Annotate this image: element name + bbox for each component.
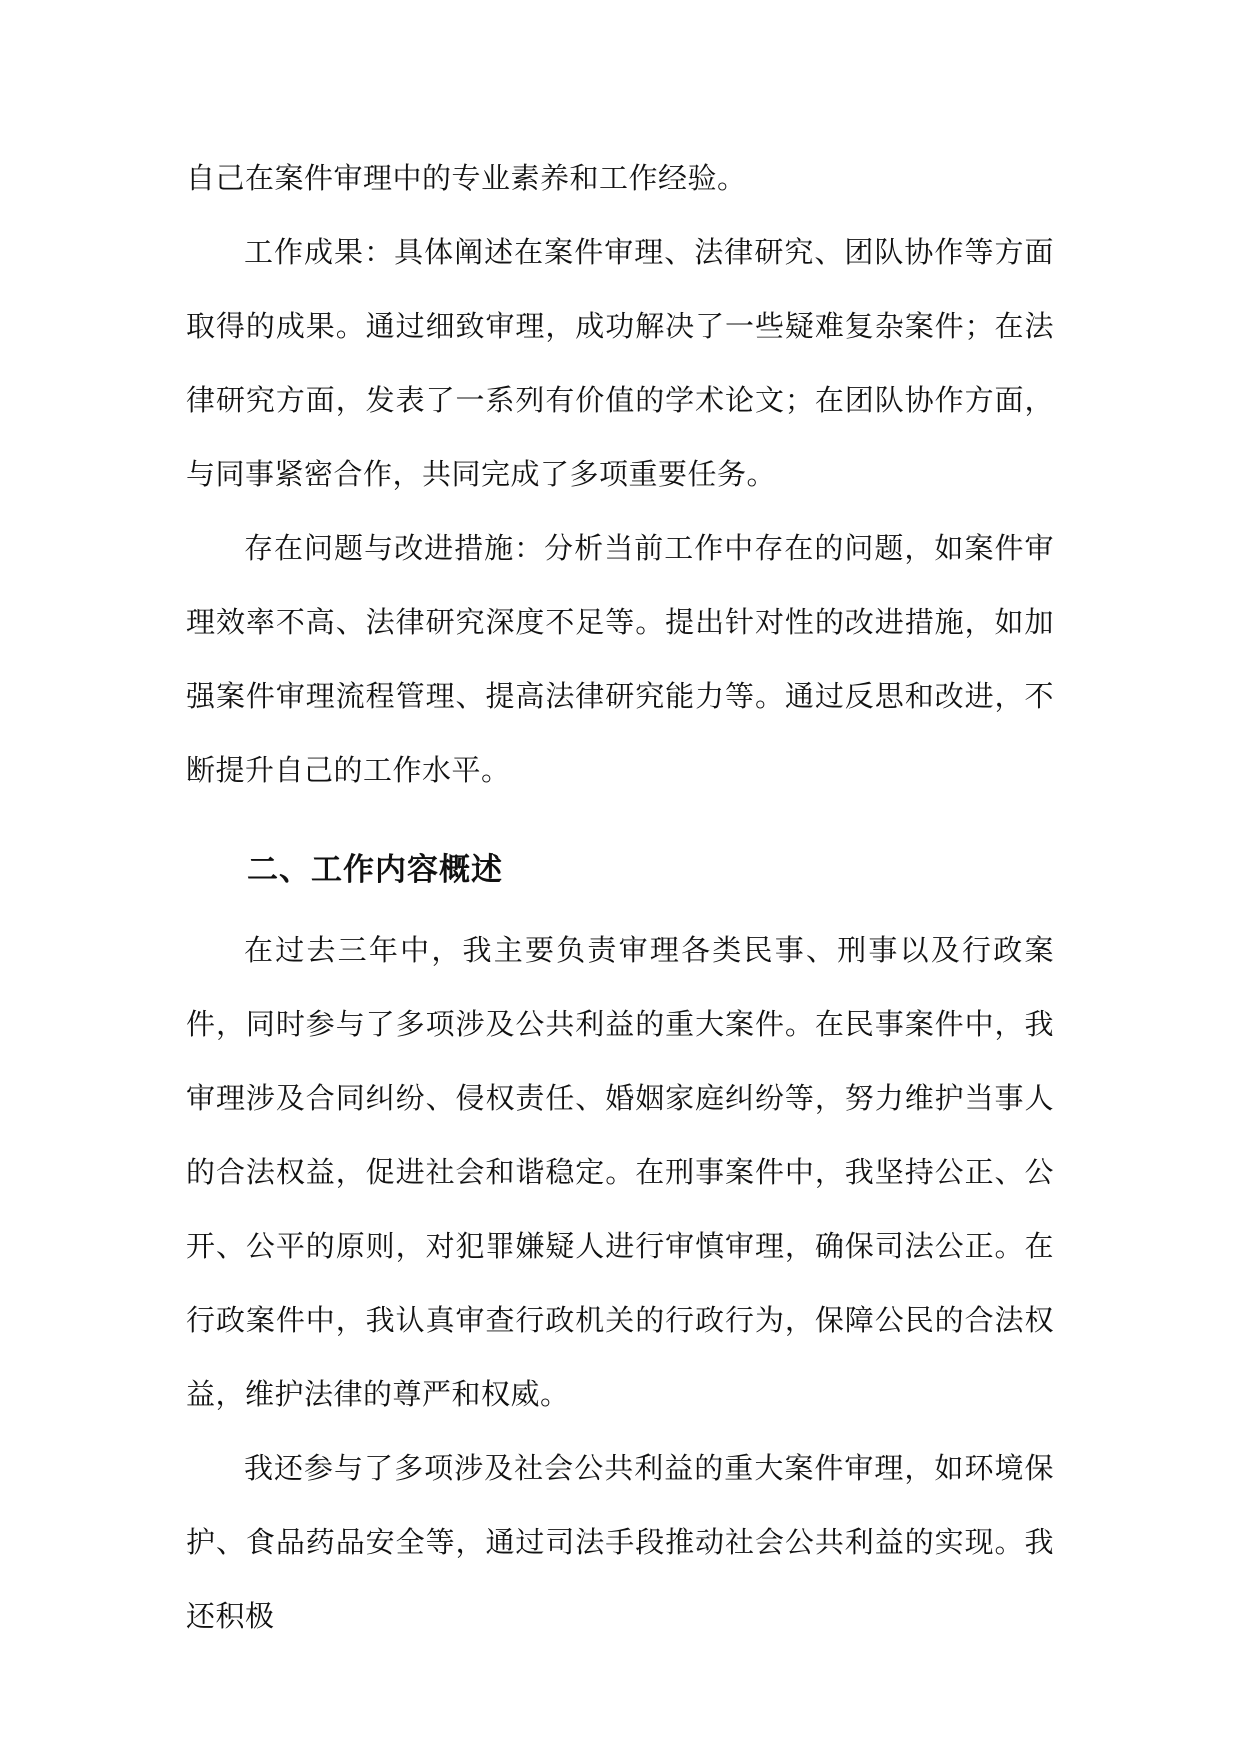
paragraph-problems-improvements: 存在问题与改进措施：分析当前工作中存在的问题，如案件审理效率不高、法律研究深度不足等。提出针对性的改进措施，如加强案件审理流程管理、提高法律研究能力等。通过反思和改进，不断提升自己的工作水平。 xyxy=(186,531,1054,787)
document-body xyxy=(186,141,1054,1653)
paragraph-work-results: 工作成果：具体阐述在案件审理、法律研究、团队协作等方面取得的成果。通过细致审理，成功解决了一些疑难复杂案件；在法律研究方面，发表了一系列有价值的学术论文；在团队协作方面，与同事紧密合作，共同完成了多项重要任务。 xyxy=(186,235,1054,491)
section-heading: 二、工作内容概述 xyxy=(247,852,503,888)
paragraph-public-interest-cases: 我还参与了多项涉及社会公共利益的重大案件审理，如环境保护、食品药品安全等，通过司法手段推动社会公共利益的实现。我还积极 xyxy=(186,1451,1054,1633)
paragraph-continuation: 自己在案件审理中的专业素养和工作经验。 xyxy=(186,161,747,195)
paragraph-work-overview: 在过去三年中，我主要负责审理各类民事、刑事以及行政案件，同时参与了多项涉及公共利益的重大案件。在民事案件中，我审理涉及合同纠纷、侵权责任、婚姻家庭纠纷等，努力维护当事人的合法权益，促进社会和谐稳定。在刑事案件中，我坚持公正、公开、公平的原则，对犯罪嫌疑人进行审慎审理，确保司法公正。在行政案件中，我认真审查行政机关的行政行为，保障公民的合法权益，维护法律的尊严和权威。 xyxy=(186,933,1054,1411)
